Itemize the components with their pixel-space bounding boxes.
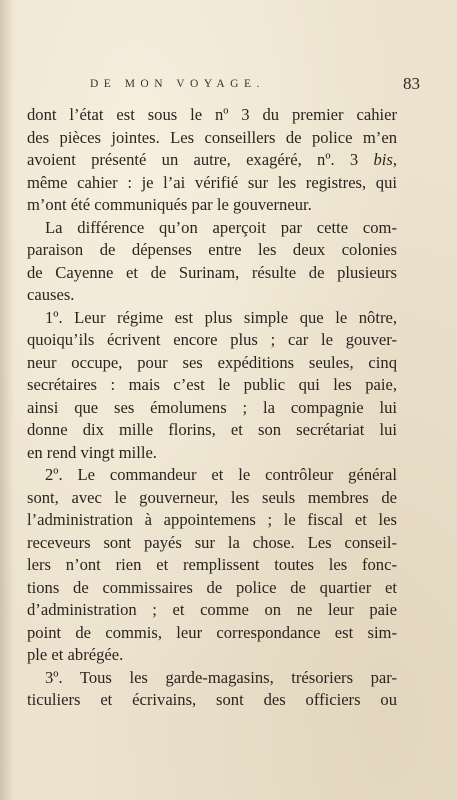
running-head (60, 76, 420, 98)
text-line: donne dix mille florins, et son secrétariat lui (27, 420, 397, 439)
text-line: neur occupe, pour ses expéditions seules, cinq (27, 352, 397, 372)
text-line: m’ont été communiqués par le gouverneur. (27, 195, 312, 214)
body-text (27, 104, 397, 712)
text-line: receveurs sont payés sur la chose. Les conseil- (27, 532, 397, 552)
text-line: lers n’ont rien et remplissent toutes les fonc- (27, 555, 397, 574)
page-number: 83 (403, 74, 420, 93)
text-line: paraison de dépenses entre les deux colonies (27, 240, 397, 259)
text-line: ainsi que ses émolumens ; la compagnie lui (27, 397, 397, 417)
text-line: même cahier : je l’ai vérifié sur les registres, qui (27, 172, 397, 192)
text-line: secrétaires : mais c’est le public qui les paie, (27, 375, 397, 394)
text-line: point de commis, leur correspondance est sim- (27, 622, 397, 642)
text-line: l’administration à appointemens ; le fiscal et les (27, 510, 397, 529)
text-line: causes. (27, 285, 75, 304)
text-line: de Cayenne et de Surinam, résulte de plusieurs (27, 262, 397, 282)
gutter-shadow (0, 0, 14, 800)
text-line: ple et abrégée. (27, 645, 124, 664)
text-line: 3º. Tous les garde-magasins, trésoriers par- (45, 667, 397, 687)
text-line: en rend vingt mille. (27, 442, 157, 462)
running-title: DE MON VOYAGE. (90, 78, 265, 90)
text-line: des pièces jointes. Les conseillers de police m’en (27, 127, 397, 147)
text-line: d’administration ; et comme on ne leur paie (27, 600, 397, 619)
text-line: dont l’état est sous le nº 3 du premier cahier (27, 105, 397, 124)
text-line: tions de commissaires de police de quartier et (27, 577, 397, 597)
text-line: 2º. Le commandeur et le contrôleur général (45, 465, 397, 484)
text-line: avoient présenté un autre, exagéré, nº. 3 bis, (27, 150, 397, 169)
text-line: 1º. Leur régime est plus simple que le nôtre, (45, 307, 397, 327)
text-line: quoiqu’ils écrivent encore plus ; car le gouver- (27, 330, 397, 349)
text-line: La différence qu’on aperçoit par cette com- (45, 217, 397, 237)
text-line: ticuliers et écrivains, sont des officiers ou (27, 690, 397, 709)
text-line: sont, avec le gouverneur, les seuls membres de (27, 487, 397, 507)
